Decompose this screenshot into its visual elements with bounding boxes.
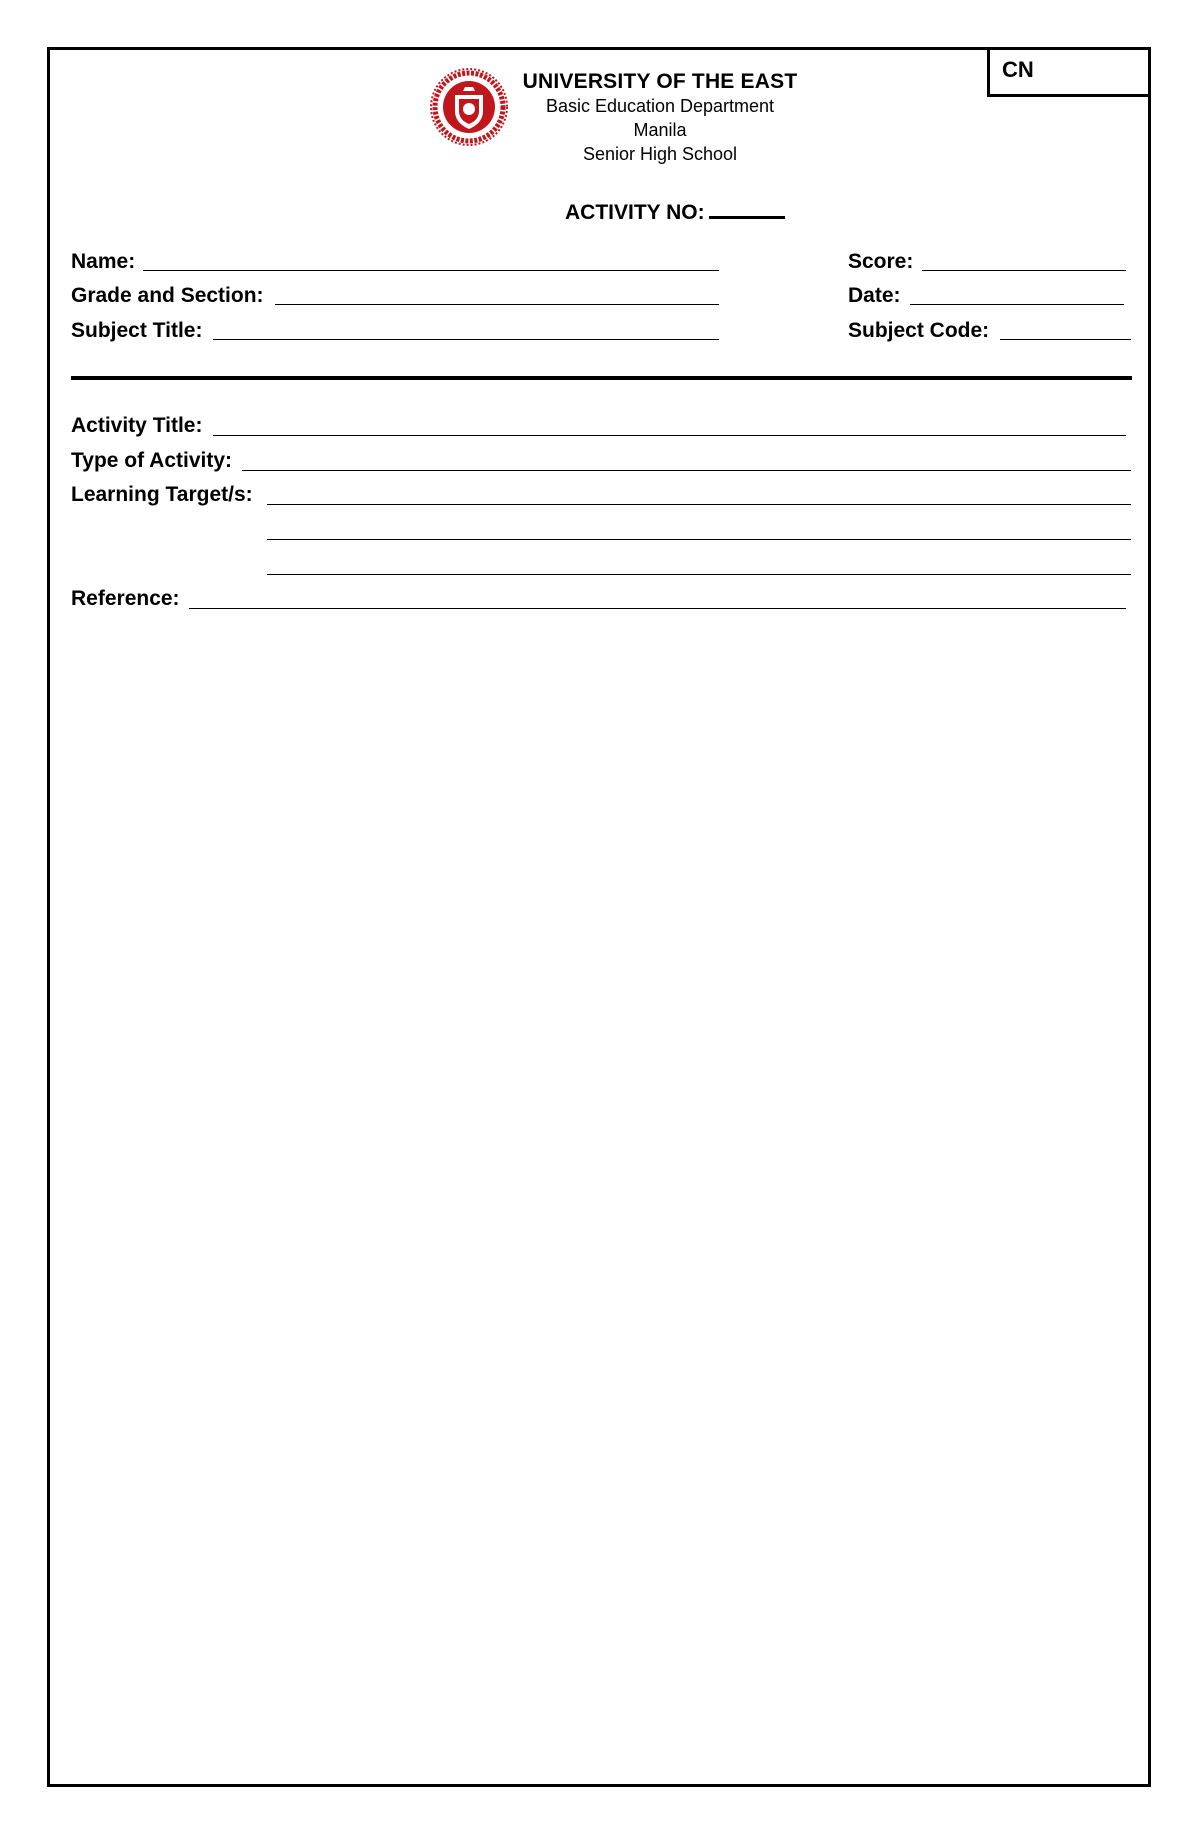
date-blank[interactable]	[910, 304, 1124, 305]
activity-title-blank[interactable]	[213, 435, 1126, 436]
learning-targets-blank-2[interactable]	[267, 539, 1131, 540]
learning-targets-blank-1[interactable]	[267, 504, 1131, 505]
cn-box	[987, 47, 1151, 97]
university-name: UNIVERSITY OF THE EAST	[522, 70, 798, 93]
city-name: Manila	[633, 120, 687, 140]
activity-number-blank[interactable]	[709, 196, 785, 219]
cn-label: CN	[1002, 57, 1034, 82]
subject-code-label: Subject Code:	[848, 319, 990, 342]
subject-title-blank[interactable]	[213, 339, 719, 340]
subject-title-label: Subject Title:	[71, 319, 203, 342]
name-blank[interactable]	[143, 270, 719, 271]
page-border	[47, 47, 1151, 1787]
school-header	[500, 70, 820, 166]
subject-code-blank[interactable]	[1000, 339, 1131, 340]
department-name: Basic Education Department	[545, 96, 775, 116]
school-name: Senior High School	[582, 144, 738, 164]
grade-section-label: Grade and Section:	[71, 284, 264, 307]
activity-number-label: ACTIVITY NO:	[565, 201, 705, 224]
section-divider	[71, 376, 1132, 380]
reference-blank[interactable]	[189, 608, 1126, 609]
type-of-activity-blank[interactable]	[242, 470, 1131, 471]
score-blank[interactable]	[922, 270, 1126, 271]
date-label: Date:	[848, 284, 901, 307]
learning-targets-blank-3[interactable]	[267, 574, 1131, 575]
type-of-activity-label: Type of Activity:	[71, 449, 233, 472]
grade-section-blank[interactable]	[275, 304, 719, 305]
activity-number	[565, 196, 785, 225]
reference-label: Reference:	[71, 587, 180, 610]
score-label: Score:	[848, 250, 914, 273]
activity-title-label: Activity Title:	[71, 414, 203, 437]
learning-targets-label: Learning Target/s:	[71, 483, 253, 506]
name-label: Name:	[71, 250, 136, 273]
university-seal-icon	[429, 67, 509, 147]
